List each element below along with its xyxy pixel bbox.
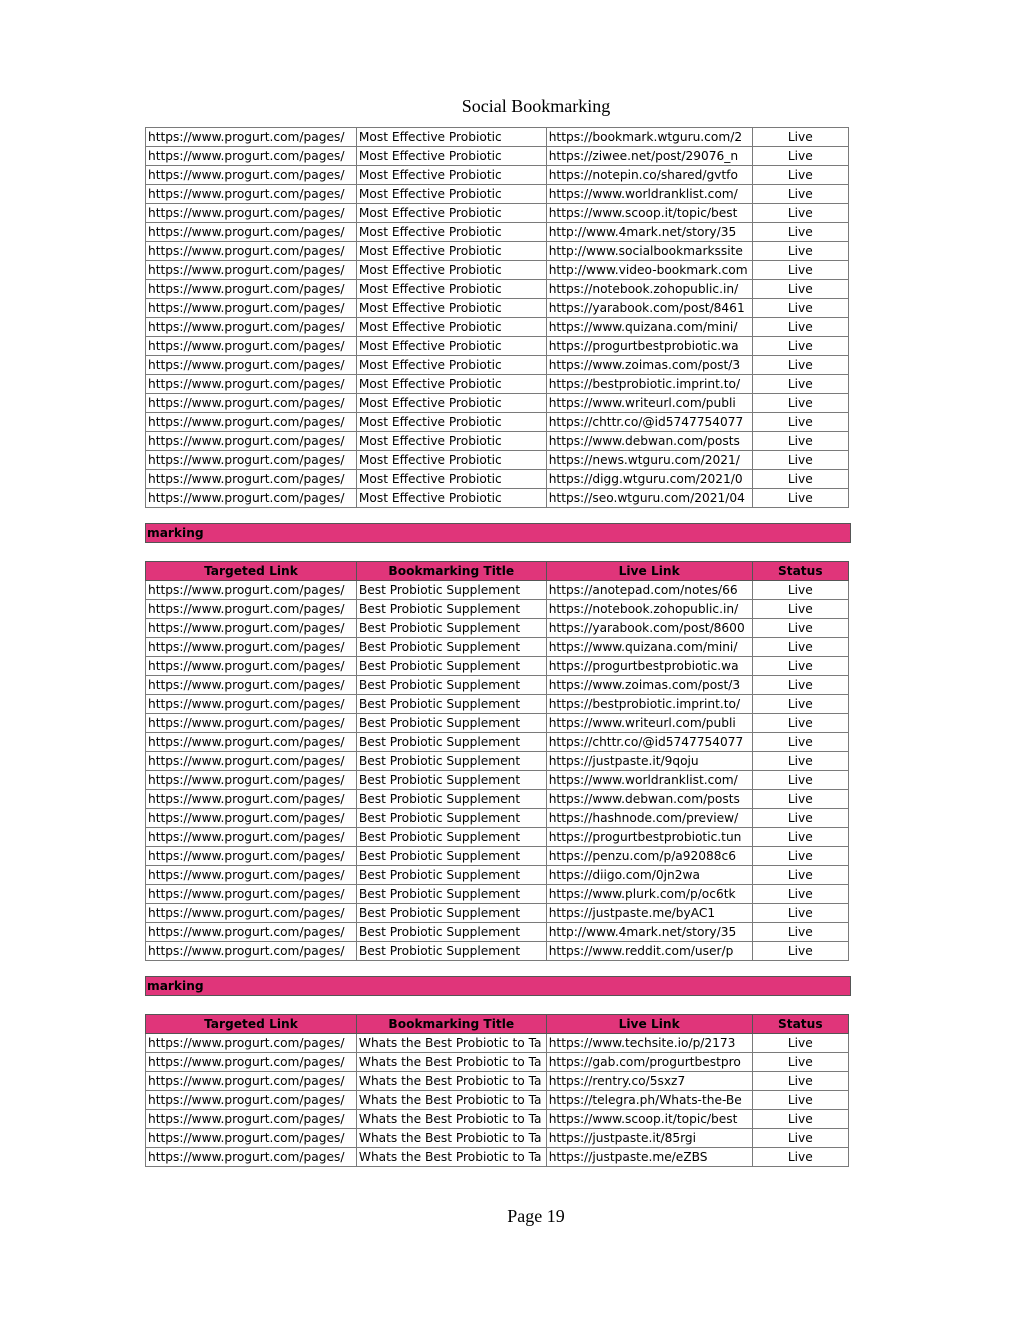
status-cell: Live <box>752 638 848 657</box>
targeted-link-cell: https://www.progurt.com/pages/ <box>146 866 357 885</box>
status-cell: Live <box>752 923 848 942</box>
table-header-row <box>146 1015 849 1034</box>
table-row <box>146 1091 849 1110</box>
targeted-link-cell: https://www.progurt.com/pages/ <box>146 600 357 619</box>
live-link-cell: https://rentry.co/5sxz7 <box>546 1072 752 1091</box>
status-cell: Live <box>752 166 848 185</box>
status-cell: Live <box>752 1148 848 1167</box>
bookmarking-title-cell: Whats the Best Probiotic to Ta <box>356 1034 546 1053</box>
bookmarking-title-cell: Best Probiotic Supplement <box>356 752 546 771</box>
header-bookmarking-title: Bookmarking Title <box>356 1015 546 1034</box>
live-link-cell: https://www.debwan.com/posts <box>546 790 752 809</box>
live-link-cell: https://justpaste.me/eZBS <box>546 1148 752 1167</box>
table-row <box>146 733 849 752</box>
live-link-cell: http://www.4mark.net/story/35 <box>546 223 752 242</box>
live-link-cell: https://seo.wtguru.com/2021/04 <box>546 489 752 508</box>
bookmarking-title-cell: Best Probiotic Supplement <box>356 942 546 961</box>
live-link-cell: https://www.quizana.com/mini/ <box>546 318 752 337</box>
status-cell: Live <box>752 771 848 790</box>
bookmarking-title-cell: Most Effective Probiotic <box>356 337 546 356</box>
bookmarking-title-cell: Best Probiotic Supplement <box>356 771 546 790</box>
table-row <box>146 318 849 337</box>
targeted-link-cell: https://www.progurt.com/pages/ <box>146 223 357 242</box>
table-row <box>146 1072 849 1091</box>
targeted-link-cell: https://www.progurt.com/pages/ <box>146 847 357 866</box>
targeted-link-cell: https://www.progurt.com/pages/ <box>146 581 357 600</box>
bookmarking-title-cell: Whats the Best Probiotic to Ta <box>356 1053 546 1072</box>
live-link-cell: https://progurtbestprobiotic.wa <box>546 657 752 676</box>
bookmarking-title-cell: Most Effective Probiotic <box>356 185 546 204</box>
table-row <box>146 752 849 771</box>
live-link-cell: https://gab.com/progurtbestpro <box>546 1053 752 1072</box>
status-cell: Live <box>752 695 848 714</box>
live-link-cell: https://bestprobiotic.imprint.to/ <box>546 375 752 394</box>
status-cell: Live <box>752 375 848 394</box>
bookmarking-title-cell: Best Probiotic Supplement <box>356 600 546 619</box>
targeted-link-cell: https://www.progurt.com/pages/ <box>146 1034 357 1053</box>
status-cell: Live <box>752 432 848 451</box>
live-link-cell: https://www.writeurl.com/publi <box>546 714 752 733</box>
status-cell: Live <box>752 299 848 318</box>
table-row <box>146 413 849 432</box>
status-cell: Live <box>752 242 848 261</box>
status-cell: Live <box>752 676 848 695</box>
live-link-cell: https://bestprobiotic.imprint.to/ <box>546 695 752 714</box>
status-cell: Live <box>752 204 848 223</box>
bookmarking-title-cell: Best Probiotic Supplement <box>356 866 546 885</box>
status-cell: Live <box>752 809 848 828</box>
live-link-cell: https://www.writeurl.com/publi <box>546 394 752 413</box>
live-link-cell: https://progurtbestprobiotic.wa <box>546 337 752 356</box>
bookmarking-title-cell: Most Effective Probiotic <box>356 394 546 413</box>
table-row <box>146 1129 849 1148</box>
live-link-cell: https://www.worldranklist.com/ <box>546 185 752 204</box>
bookmarking-title-cell: Best Probiotic Supplement <box>356 619 546 638</box>
status-cell: Live <box>752 1034 848 1053</box>
bookmarking-title-cell: Best Probiotic Supplement <box>356 790 546 809</box>
status-cell: Live <box>752 1091 848 1110</box>
live-link-cell: https://chttr.co/@id5747754077 <box>546 413 752 432</box>
bookmarking-title-cell: Best Probiotic Supplement <box>356 904 546 923</box>
bookmarking-title-cell: Best Probiotic Supplement <box>356 638 546 657</box>
table-row <box>146 489 849 508</box>
table-row <box>146 147 849 166</box>
bookmarking-title-cell: Most Effective Probiotic <box>356 280 546 299</box>
table-row <box>146 128 849 147</box>
bookmarking-title-cell: Best Probiotic Supplement <box>356 581 546 600</box>
targeted-link-cell: https://www.progurt.com/pages/ <box>146 904 357 923</box>
live-link-cell: https://justpaste.it/9qoju <box>546 752 752 771</box>
live-link-cell: https://www.reddit.com/user/p <box>546 942 752 961</box>
status-cell: Live <box>752 828 848 847</box>
targeted-link-cell: https://www.progurt.com/pages/ <box>146 204 357 223</box>
status-cell: Live <box>752 790 848 809</box>
table-row <box>146 223 849 242</box>
table-row <box>146 356 849 375</box>
targeted-link-cell: https://www.progurt.com/pages/ <box>146 809 357 828</box>
targeted-link-cell: https://www.progurt.com/pages/ <box>146 489 357 508</box>
table-row <box>146 204 849 223</box>
targeted-link-cell: https://www.progurt.com/pages/ <box>146 1148 357 1167</box>
live-link-cell: https://www.worldranklist.com/ <box>546 771 752 790</box>
bookmarking-title-cell: Most Effective Probiotic <box>356 413 546 432</box>
bookmarking-title-cell: Best Probiotic Supplement <box>356 695 546 714</box>
status-cell: Live <box>752 318 848 337</box>
status-cell: Live <box>752 885 848 904</box>
targeted-link-cell: https://www.progurt.com/pages/ <box>146 1091 357 1110</box>
status-cell: Live <box>752 261 848 280</box>
table-row <box>146 885 849 904</box>
bookmarking-title-cell: Most Effective Probiotic <box>356 299 546 318</box>
status-cell: Live <box>752 280 848 299</box>
status-cell: Live <box>752 657 848 676</box>
live-link-cell: https://yarabook.com/post/8600 <box>546 619 752 638</box>
targeted-link-cell: https://www.progurt.com/pages/ <box>146 828 357 847</box>
status-cell: Live <box>752 223 848 242</box>
live-link-cell: https://www.zoimas.com/post/3 <box>546 676 752 695</box>
table-row <box>146 866 849 885</box>
table-row <box>146 695 849 714</box>
bookmarking-title-cell: Most Effective Probiotic <box>356 356 546 375</box>
status-cell: Live <box>752 147 848 166</box>
targeted-link-cell: https://www.progurt.com/pages/ <box>146 432 357 451</box>
table-row <box>146 299 849 318</box>
live-link-cell: https://www.scoop.it/topic/best <box>546 1110 752 1129</box>
table-row <box>146 581 849 600</box>
bookmark-table-3 <box>145 1014 849 1167</box>
live-link-cell: https://notepin.co/shared/gvtfo <box>546 166 752 185</box>
bookmark-table-1 <box>145 127 849 508</box>
live-link-cell: https://justpaste.me/byAC1 <box>546 904 752 923</box>
table-row <box>146 1148 849 1167</box>
live-link-cell: https://anotepad.com/notes/66 <box>546 581 752 600</box>
bookmarking-title-cell: Most Effective Probiotic <box>356 375 546 394</box>
table-row <box>146 942 849 961</box>
status-cell: Live <box>752 1110 848 1129</box>
bookmarking-title-cell: Most Effective Probiotic <box>356 204 546 223</box>
bookmarking-title-cell: Whats the Best Probiotic to Ta <box>356 1072 546 1091</box>
targeted-link-cell: https://www.progurt.com/pages/ <box>146 1110 357 1129</box>
status-cell: Live <box>752 489 848 508</box>
targeted-link-cell: https://www.progurt.com/pages/ <box>146 1129 357 1148</box>
bookmarking-title-cell: Best Probiotic Supplement <box>356 714 546 733</box>
status-cell: Live <box>752 451 848 470</box>
table-row <box>146 600 849 619</box>
status-cell: Live <box>752 942 848 961</box>
status-cell: Live <box>752 413 848 432</box>
live-link-cell: https://www.zoimas.com/post/3 <box>546 356 752 375</box>
live-link-cell: https://ziwee.net/post/29076_n <box>546 147 752 166</box>
targeted-link-cell: https://www.progurt.com/pages/ <box>146 1053 357 1072</box>
table-row <box>146 828 849 847</box>
status-cell: Live <box>752 619 848 638</box>
bookmarking-title-cell: Most Effective Probiotic <box>356 128 546 147</box>
status-cell: Live <box>752 185 848 204</box>
table-row <box>146 375 849 394</box>
bookmarking-title-cell: Whats the Best Probiotic to Ta <box>356 1148 546 1167</box>
status-cell: Live <box>752 356 848 375</box>
table-row <box>146 657 849 676</box>
targeted-link-cell: https://www.progurt.com/pages/ <box>146 166 357 185</box>
status-cell: Live <box>752 1129 848 1148</box>
bookmarking-title-cell: Best Probiotic Supplement <box>356 828 546 847</box>
status-cell: Live <box>752 394 848 413</box>
header-status: Status <box>752 1015 848 1034</box>
header-live-link: Live Link <box>546 562 752 581</box>
live-link-cell: https://news.wtguru.com/2021/ <box>546 451 752 470</box>
live-link-cell: https://yarabook.com/post/8461 <box>546 299 752 318</box>
bookmarking-title-cell: Best Probiotic Supplement <box>356 733 546 752</box>
status-cell: Live <box>752 470 848 489</box>
section-band: marking <box>145 523 851 543</box>
status-cell: Live <box>752 337 848 356</box>
bookmarking-title-cell: Most Effective Probiotic <box>356 147 546 166</box>
table-row <box>146 166 849 185</box>
targeted-link-cell: https://www.progurt.com/pages/ <box>146 299 357 318</box>
table-row <box>146 1053 849 1072</box>
targeted-link-cell: https://www.progurt.com/pages/ <box>146 280 357 299</box>
targeted-link-cell: https://www.progurt.com/pages/ <box>146 942 357 961</box>
status-cell: Live <box>752 600 848 619</box>
live-link-cell: https://telegra.ph/Whats-the-Be <box>546 1091 752 1110</box>
live-link-cell: https://notebook.zohopublic.in/ <box>546 600 752 619</box>
table-row <box>146 185 849 204</box>
header-status: Status <box>752 562 848 581</box>
header-targeted-link: Targeted Link <box>146 1015 357 1034</box>
live-link-cell: https://www.techsite.io/p/2173 <box>546 1034 752 1053</box>
status-cell: Live <box>752 128 848 147</box>
table-row <box>146 432 849 451</box>
targeted-link-cell: https://www.progurt.com/pages/ <box>146 147 357 166</box>
table-row <box>146 337 849 356</box>
bookmarking-title-cell: Most Effective Probiotic <box>356 432 546 451</box>
page-number: Page 19 <box>507 1206 565 1226</box>
targeted-link-cell: https://www.progurt.com/pages/ <box>146 733 357 752</box>
status-cell: Live <box>752 866 848 885</box>
table-row <box>146 638 849 657</box>
status-cell: Live <box>752 1053 848 1072</box>
bookmarking-title-cell: Best Probiotic Supplement <box>356 885 546 904</box>
status-cell: Live <box>752 1072 848 1091</box>
targeted-link-cell: https://www.progurt.com/pages/ <box>146 619 357 638</box>
table-row <box>146 280 849 299</box>
table-row <box>146 676 849 695</box>
table-row <box>146 809 849 828</box>
live-link-cell: http://www.video-bookmark.com <box>546 261 752 280</box>
live-link-cell: https://www.plurk.com/p/oc6tk <box>546 885 752 904</box>
targeted-link-cell: https://www.progurt.com/pages/ <box>146 242 357 261</box>
live-link-cell: https://www.quizana.com/mini/ <box>546 638 752 657</box>
table-row <box>146 451 849 470</box>
live-link-cell: https://justpaste.it/85rgi <box>546 1129 752 1148</box>
table-row <box>146 1110 849 1129</box>
targeted-link-cell: https://www.progurt.com/pages/ <box>146 1072 357 1091</box>
live-link-cell: https://bookmark.wtguru.com/2 <box>546 128 752 147</box>
table-row <box>146 714 849 733</box>
bookmarking-title-cell: Best Probiotic Supplement <box>356 676 546 695</box>
header-targeted-link: Targeted Link <box>146 562 357 581</box>
targeted-link-cell: https://www.progurt.com/pages/ <box>146 470 357 489</box>
table-row <box>146 470 849 489</box>
table-row <box>146 619 849 638</box>
table-header-row <box>146 562 849 581</box>
table-row <box>146 261 849 280</box>
bookmarking-title-cell: Most Effective Probiotic <box>356 489 546 508</box>
bookmark-table-2 <box>145 561 849 961</box>
status-cell: Live <box>752 904 848 923</box>
live-link-cell: https://penzu.com/p/a92088c6 <box>546 847 752 866</box>
table-row <box>146 394 849 413</box>
bookmarking-title-cell: Most Effective Probiotic <box>356 242 546 261</box>
targeted-link-cell: https://www.progurt.com/pages/ <box>146 923 357 942</box>
bookmarking-title-cell: Most Effective Probiotic <box>356 318 546 337</box>
live-link-cell: https://notebook.zohopublic.in/ <box>546 280 752 299</box>
live-link-cell: https://www.scoop.it/topic/best <box>546 204 752 223</box>
targeted-link-cell: https://www.progurt.com/pages/ <box>146 413 357 432</box>
table-row <box>146 923 849 942</box>
section-band: marking <box>145 976 851 996</box>
status-cell: Live <box>752 752 848 771</box>
bookmarking-title-cell: Whats the Best Probiotic to Ta <box>356 1129 546 1148</box>
targeted-link-cell: https://www.progurt.com/pages/ <box>146 451 357 470</box>
table-row <box>146 1034 849 1053</box>
bookmarking-title-cell: Most Effective Probiotic <box>356 261 546 280</box>
live-link-cell: https://chttr.co/@id5747754077 <box>546 733 752 752</box>
bookmarking-title-cell: Best Probiotic Supplement <box>356 923 546 942</box>
status-cell: Live <box>752 581 848 600</box>
live-link-cell: https://progurtbestprobiotic.tun <box>546 828 752 847</box>
bookmarking-title-cell: Most Effective Probiotic <box>356 223 546 242</box>
live-link-cell: https://hashnode.com/preview/ <box>546 809 752 828</box>
header-bookmarking-title: Bookmarking Title <box>356 562 546 581</box>
page-title: Social Bookmarking <box>461 96 611 116</box>
header-live-link: Live Link <box>546 1015 752 1034</box>
targeted-link-cell: https://www.progurt.com/pages/ <box>146 185 357 204</box>
table-row <box>146 242 849 261</box>
bookmarking-title-cell: Whats the Best Probiotic to Ta <box>356 1091 546 1110</box>
status-cell: Live <box>752 733 848 752</box>
targeted-link-cell: https://www.progurt.com/pages/ <box>146 337 357 356</box>
targeted-link-cell: https://www.progurt.com/pages/ <box>146 356 357 375</box>
targeted-link-cell: https://www.progurt.com/pages/ <box>146 657 357 676</box>
targeted-link-cell: https://www.progurt.com/pages/ <box>146 676 357 695</box>
bookmarking-title-cell: Most Effective Probiotic <box>356 470 546 489</box>
bookmarking-title-cell: Most Effective Probiotic <box>356 451 546 470</box>
table-row <box>146 904 849 923</box>
targeted-link-cell: https://www.progurt.com/pages/ <box>146 638 357 657</box>
live-link-cell: https://diigo.com/0jn2wa <box>546 866 752 885</box>
targeted-link-cell: https://www.progurt.com/pages/ <box>146 885 357 904</box>
targeted-link-cell: https://www.progurt.com/pages/ <box>146 318 357 337</box>
table-row <box>146 790 849 809</box>
live-link-cell: https://digg.wtguru.com/2021/0 <box>546 470 752 489</box>
targeted-link-cell: https://www.progurt.com/pages/ <box>146 394 357 413</box>
targeted-link-cell: https://www.progurt.com/pages/ <box>146 790 357 809</box>
targeted-link-cell: https://www.progurt.com/pages/ <box>146 128 357 147</box>
targeted-link-cell: https://www.progurt.com/pages/ <box>146 261 357 280</box>
bookmarking-title-cell: Best Probiotic Supplement <box>356 657 546 676</box>
targeted-link-cell: https://www.progurt.com/pages/ <box>146 752 357 771</box>
table-row <box>146 771 849 790</box>
targeted-link-cell: https://www.progurt.com/pages/ <box>146 375 357 394</box>
status-cell: Live <box>752 714 848 733</box>
table-row <box>146 847 849 866</box>
bookmarking-title-cell: Whats the Best Probiotic to Ta <box>356 1110 546 1129</box>
bookmarking-title-cell: Best Probiotic Supplement <box>356 809 546 828</box>
live-link-cell: https://www.debwan.com/posts <box>546 432 752 451</box>
bookmarking-title-cell: Most Effective Probiotic <box>356 166 546 185</box>
targeted-link-cell: https://www.progurt.com/pages/ <box>146 695 357 714</box>
targeted-link-cell: https://www.progurt.com/pages/ <box>146 714 357 733</box>
live-link-cell: http://www.4mark.net/story/35 <box>546 923 752 942</box>
status-cell: Live <box>752 847 848 866</box>
targeted-link-cell: https://www.progurt.com/pages/ <box>146 771 357 790</box>
live-link-cell: http://www.socialbookmarkssite <box>546 242 752 261</box>
bookmarking-title-cell: Best Probiotic Supplement <box>356 847 546 866</box>
